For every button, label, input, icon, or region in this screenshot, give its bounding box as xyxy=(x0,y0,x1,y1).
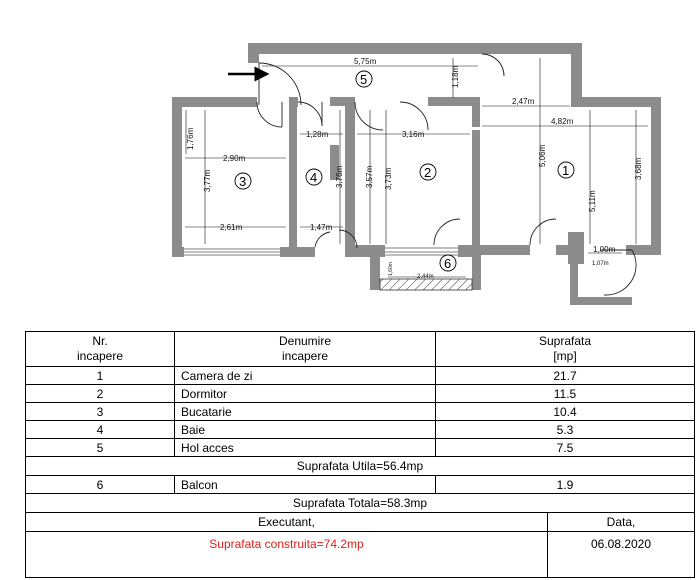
dim-living-inner: 5,11m xyxy=(588,190,597,212)
signature-row xyxy=(26,532,695,578)
executant-label: Executant, xyxy=(26,513,548,532)
room-area: 5.3 xyxy=(436,421,695,439)
dim-kitchen-bottom: 2,61m xyxy=(220,223,243,232)
total-area: Suprafata Totala=58.3mp xyxy=(26,494,695,513)
dim-kitchen-width: 2,90m xyxy=(223,154,246,163)
room-nr: 4 xyxy=(26,421,175,439)
dim-bath-width: 1,28m xyxy=(306,130,329,139)
room-name: Dormitor xyxy=(175,385,436,403)
dim-bath-height: 3,76m xyxy=(335,165,344,188)
built-area: Suprafata construita=74.2mp xyxy=(26,532,548,578)
header-room-name: Denumire incapere xyxy=(175,332,436,367)
windows xyxy=(184,248,458,255)
room-name: Baie xyxy=(175,421,436,439)
dim-hallway-length: 5,75m xyxy=(354,57,377,66)
table-row xyxy=(26,421,695,439)
total-area-row xyxy=(26,494,695,513)
dim-bath-bottom: 1,47m xyxy=(310,223,333,232)
room-area: 7.5 xyxy=(436,439,695,457)
room-area: 21.7 xyxy=(436,367,695,385)
room-number-6: 6 xyxy=(444,256,452,271)
table-row xyxy=(26,367,695,385)
room-name: Hol acces xyxy=(175,439,436,457)
header-room-area: Suprafata [mp] xyxy=(436,332,695,367)
dim-hallway-width: 1,18m xyxy=(451,65,460,88)
dim-balcony-depth: 1,60m xyxy=(388,262,394,276)
table-header-row xyxy=(26,332,695,367)
dim-living-top: 2,47m xyxy=(512,97,535,106)
room-area-table xyxy=(25,331,695,578)
table-row xyxy=(26,403,695,421)
header-room-number: Nr. incapere xyxy=(26,332,175,367)
room-number-1: 1 xyxy=(562,163,570,178)
dim-living-width: 4,82m xyxy=(551,117,574,126)
dim-balcony-width: 2,44m xyxy=(417,274,434,280)
dim-entrance-inner: 1,07m xyxy=(592,261,609,267)
room-number-4: 4 xyxy=(310,170,318,185)
dim-bedroom-height-a: 3,57m xyxy=(365,165,374,188)
room-area: 1.9 xyxy=(436,476,695,494)
dim-bedroom-width: 3,16m xyxy=(402,130,425,139)
useful-area: Suprafata Utila=56.4mp xyxy=(26,457,695,476)
room-area: 10.4 xyxy=(436,403,695,421)
date-label: Data, xyxy=(548,513,695,532)
room-nr: 1 xyxy=(26,367,175,385)
useful-area-row xyxy=(26,457,695,476)
dim-living-height: 3,68m xyxy=(634,157,643,180)
dim-entrance-width: 1,00m xyxy=(593,245,616,254)
date-value: 06.08.2020 xyxy=(548,532,695,578)
room-number-5: 5 xyxy=(360,72,368,87)
room-nr: 6 xyxy=(26,476,175,494)
room-name: Balcon xyxy=(175,476,436,494)
dim-bedroom-height-b: 3,73m xyxy=(384,167,393,190)
room-number-3: 3 xyxy=(239,174,247,189)
room-name: Bucatarie xyxy=(175,403,436,421)
room-nr: 5 xyxy=(26,439,175,457)
dim-living-depth: 5,06m xyxy=(538,144,547,167)
room-area: 11.5 xyxy=(436,385,695,403)
room-nr: 2 xyxy=(26,385,175,403)
table-row xyxy=(26,439,695,457)
dim-kitchen-height: 3,77m xyxy=(203,169,212,192)
table-row xyxy=(26,385,695,403)
room-name: Camera de zi xyxy=(175,367,436,385)
dim-kitchen-left: 1,76m xyxy=(186,127,195,150)
balcony-hatch xyxy=(380,279,472,290)
signature-header-row xyxy=(26,513,695,532)
room-number-2: 2 xyxy=(424,165,432,180)
room-nr: 3 xyxy=(26,403,175,421)
table-row xyxy=(26,476,695,494)
